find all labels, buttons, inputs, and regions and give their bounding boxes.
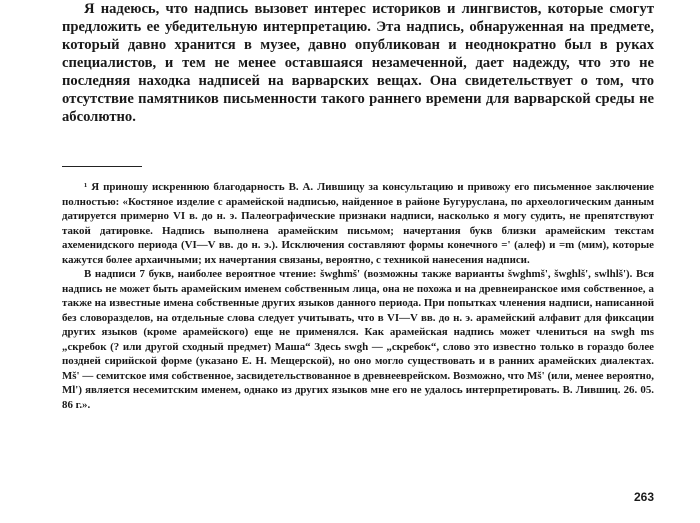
page-number: 263 xyxy=(633,490,654,504)
footnote-paragraph-1: ¹ Я приношу искреннюю благодарность В. А. Лившицу за консультацию и привожу его письменное заключение полностью: «Костяное изделие с арамейской надписью, найденное в районе Бугуруслана, по археологическим данным датируется примерно VI в. до н. э. Палеографические признаки надписи, насколько я могу судить, не препятствуют такой датировке. Надпись выполнена арамейским письмом; начертания букв близки арамейским текстам ахеменидского периода (VI—V вв. до н. э.). Исключения составляют формы конечного =' (алеф) и =m (мим), которые кажутся более архаичными; их начертания связаны, вероятно, с техникой нанесения надписи. xyxy=(62,181,654,266)
footnote-block xyxy=(62,180,654,412)
main-paragraph-block xyxy=(62,0,654,126)
footnote-separator xyxy=(62,166,142,167)
main-paragraph: Я надеюсь, что надпись вызовет интерес историков и лингвистов, которые смогут предложить ее убедительную интерпретацию. Эта надпись, обнаруженная на предмете, который давно хранится в музее, давно опубликован и неоднократно был в руках специалистов, и тем не менее оставшаяся незамеченной, дает надежду, что это не последняя находка надписей на варварских вещах. Она свидетельствует о том, что отсутствие памятников письменности такого раннего времени для варварской среды не абсолютно. xyxy=(62,1,654,125)
footnote-paragraph-2: В надписи 7 букв, наиболее вероятное чтение: šwghmš' (возможны также варианты šwghmš', šwghlš', swlhlš'). Вся надпись не может быть арамейским именем собственным лица, она не похожа и на древнеиранское имя собственное, а также на известные имена собственные других языков данного периода. При попытках членения надписи, написанной без словоразделов, на отдельные слова следует учитывать, что в VI—V вв. до н. э. арамейский алфавит для фиксации других языков (кроме арамейского) еще не применялся. Как арамейская надпись может члениться на swgh ms „скребок (? или другой сходный предмет) Маша“ Здесь swgh — „скребок“, слово это известно только в гораздо более поздней сирийской форме (указано Е. Н. Мещерской), но оно могло существовать и в ранних арамейских диалектах. Mš' — семитское имя собственное, засвидетельствованное в древнееврейском. Возможно, что Mš' (или, менее вероятно, Ml') является несемитским именем, однако из других языков мне его не удалось интерпретировать. В. Лившиц. 26. 05. 86 г.». xyxy=(62,268,654,411)
